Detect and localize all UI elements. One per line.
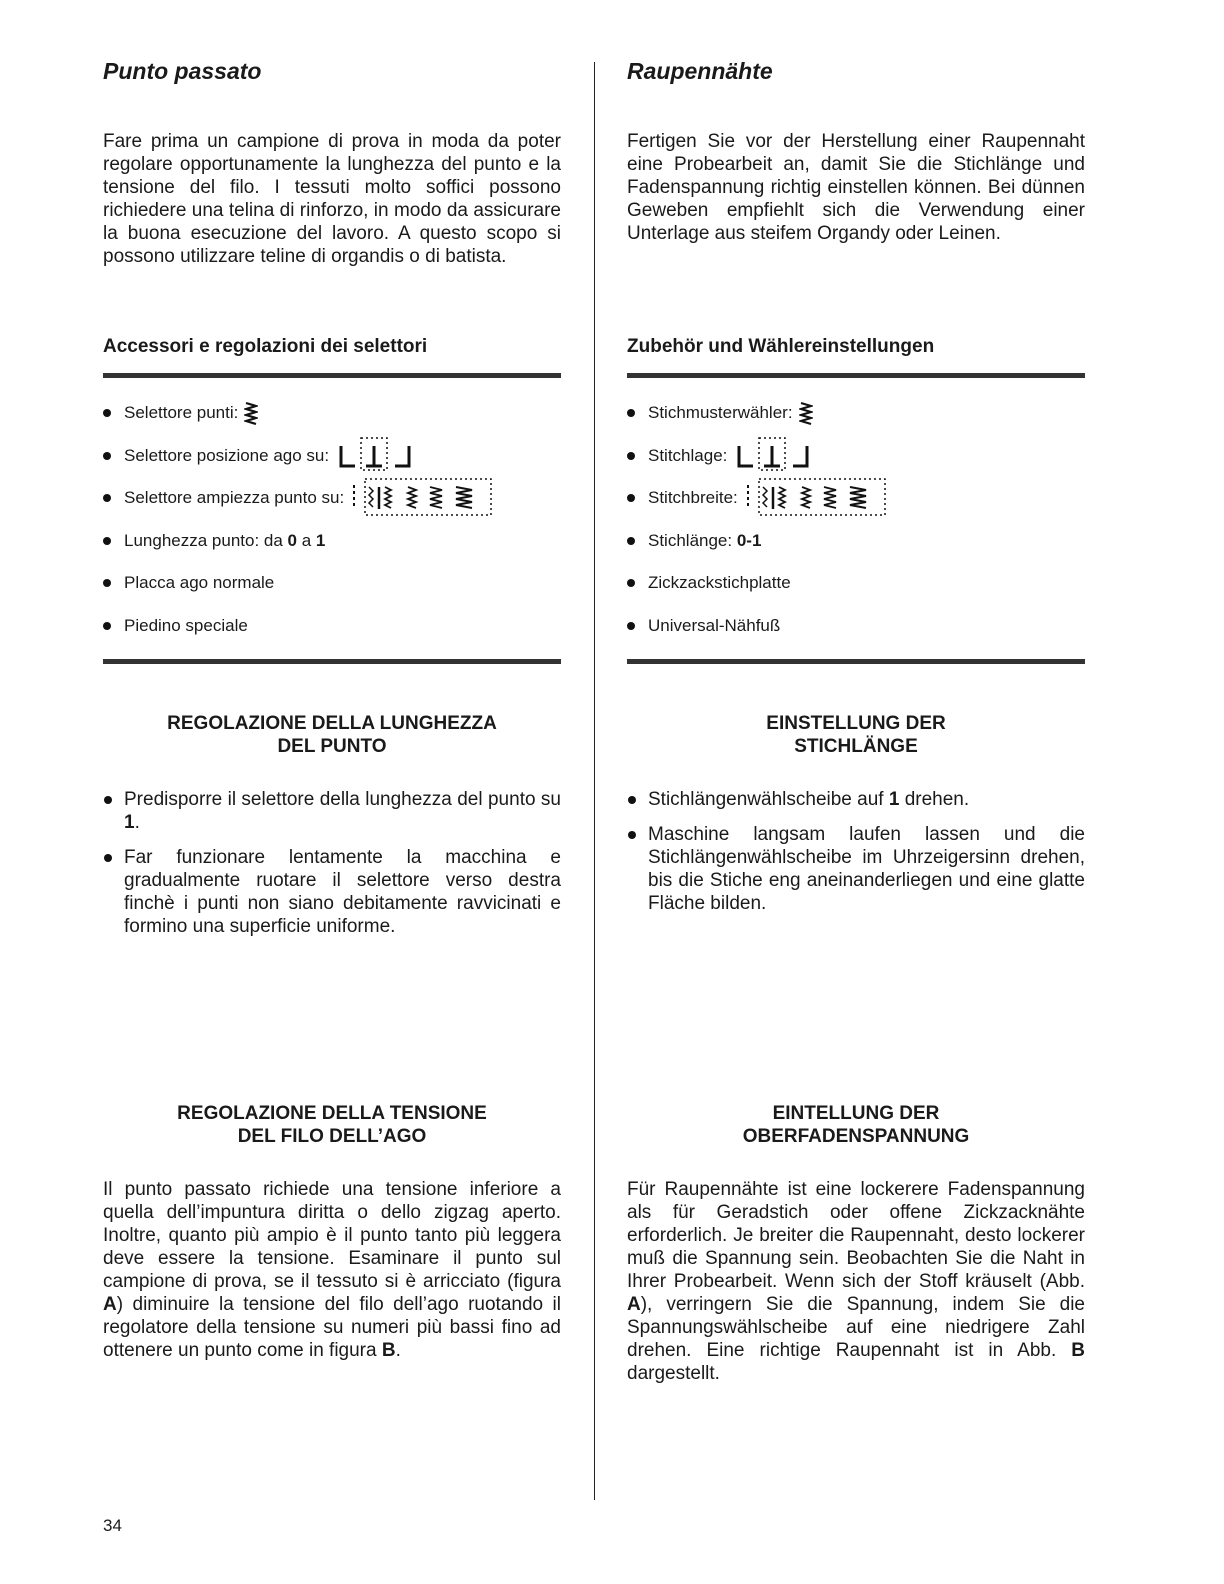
bullet-icon [103,537,111,545]
item-text: Stichlängenwählscheibe auf [648,789,889,810]
para-text: ) diminuire la tensione del filo dell’ago ruotando il regolatore della tensione su numeri più bassi fino ad ottenere un punto come in figura [103,1294,561,1361]
setting-needle-position [627,441,817,471]
length-instructions [627,788,1085,915]
length-section-heading [103,712,561,758]
length-section-heading [627,712,1085,758]
intro-paragraph: Fare prima un campione di prova in moda da poter regolare opportunamente la lunghezza del punto e la tensione del filo. I tessuti molto soffici possono richiedere una telina di rinforzo, in modo da assicurare la buona esecuzione del lavoro. A questo scopo si possono utilizzare teline di organdis o di batista. [103,131,561,267]
label-text: Stichlänge: [648,531,737,550]
bullet-icon [627,579,635,587]
figure-ref-a: A [103,1294,117,1315]
section-title: Punto passato [103,58,262,84]
stitch-width-icon [744,477,889,519]
setting-presser-foot [627,611,780,641]
bullet-icon [627,409,635,417]
setting-label [124,531,325,551]
settings-heading: Accessori e regolazioni dei selettori [103,336,428,357]
item-text: drehen. [899,789,970,810]
list-item [627,788,1085,811]
bottom-rule [103,659,561,664]
heading-line: EINSTELLUNG DER [766,713,946,734]
length-instructions [103,788,561,938]
top-rule [627,373,1085,378]
heading-line: REGOLAZIONE DELLA LUNGHEZZA [167,713,497,734]
bullet-icon [103,579,111,587]
bullet-icon [103,622,111,630]
setting-needle-plate [103,568,274,598]
bullet-icon [103,409,111,417]
satin-stitch-icon [244,400,258,426]
section-title: Raupennähte [627,58,773,84]
heading-line: STICHLÄNGE [794,736,918,757]
tension-paragraph [627,1178,1085,1385]
setting-label: Stitchlage: [648,446,728,465]
item-value: 1 [124,812,135,833]
setting-stitch-length [103,526,325,556]
figure-ref-b: B [381,1340,396,1361]
satin-stitch-icon [799,400,813,426]
item-text: Predisporre il selettore della lunghezza del punto su [124,789,561,810]
setting-label [648,531,761,551]
needle-position-icon [733,436,817,476]
bullet-icon [627,494,635,502]
top-rule [103,373,561,378]
heading-line: REGOLAZIONE DELLA TENSIONE [177,1103,487,1124]
setting-label: Selettore ampiezza punto su: [124,488,345,507]
setting-label: Placca ago normale [124,573,275,592]
value-min: 0 [287,531,297,550]
para-text: Für Raupennähte ist eine lockerere Fadenspannung als für Geradstich oder offene Zickzacknähte erforderlich. Je breiter die Raupennaht, desto lockerer muß die Spannung sein. Beobachten Sie die Naht in Ihrer Probearbeit. Wenn sich der Stoff kräuselt (Abb. [627,1179,1085,1292]
item-text: . [134,812,140,833]
item-value: 1 [888,789,900,810]
heading-line: EINTELLUNG DER [772,1103,940,1124]
needle-position-icon [335,436,419,476]
figure-ref-b: B [1071,1340,1085,1361]
stitch-width-icon [350,477,495,519]
tension-section-heading [627,1102,1085,1148]
tension-section-heading [103,1102,561,1148]
label-text: a [297,531,316,550]
setting-label: Piedino speciale [124,616,248,635]
list-item: Maschine langsam laufen lassen und die Stichlängenwählscheibe im Uhrzeigersinn drehen, bis die Stiche eng aneinanderliegen und eine glatte Fläche bilden. [627,823,1085,915]
setting-presser-foot [103,611,248,641]
figure-ref-a: A [627,1294,641,1315]
para-text: Il punto passato richiede una tensione inferiore a quella dell’impuntura diritta o dello zigzag aperto. Inoltre, quanto più ampio è il punto tanto più leggera deve essere la tensione. Esaminare il punto sul campione di prova, se il tessuto si è arricciato (figura [103,1179,561,1292]
heading-line: DEL FILO DELL’AGO [237,1126,427,1147]
setting-stitch-width [103,483,495,513]
bullet-icon [627,622,635,630]
setting-stitch-selector [103,398,258,428]
setting-stitch-selector [627,398,813,428]
setting-label: Stitchbreite: [648,488,738,507]
heading-line: DEL PUNTO [277,736,387,757]
settings-heading: Zubehör und Wählereinstellungen [627,336,935,357]
list-item: Far funzionare lentamente la macchina e gradualmente ruotare il selettore verso destra finchè i punti non siano debitamente ravvicinati e formino una superficie uniforme. [103,846,561,938]
value-max: 1 [315,531,326,550]
setting-label: Universal-Nähfuß [648,616,781,635]
setting-label: Stichmusterwähler: [648,403,793,422]
setting-stitch-width [627,483,889,513]
label-text: Lunghezza punto: da [124,531,288,550]
para-text: dargestellt. [627,1363,720,1384]
bullet-icon [627,537,635,545]
bullet-icon [103,452,111,460]
value-range: 0-1 [736,531,762,550]
setting-label: Selettore posizione ago su: [124,446,330,465]
para-text: . [395,1340,401,1361]
setting-label: Zickzackstichplatte [648,573,791,592]
setting-label: Selettore punti: [124,403,239,422]
bullet-icon [103,494,111,502]
setting-needle-plate [627,568,791,598]
setting-needle-position [103,441,419,471]
list-item [103,788,561,834]
page-number: 34 [103,1516,122,1535]
intro-paragraph: Fertigen Sie vor der Herstellung einer Raupennaht eine Probearbeit an, damit Sie die Stichlänge und Fadenspannung richtig einstellen können. Bei dünnen Geweben empfiehlt sich die Verwendung einer Unterlage aus steifem Organdy oder Leinen. [627,131,1085,244]
para-text: ), verringern Sie die Spannung, indem Sie die Spannungswählscheibe auf eine niedrigere Zahl drehen. Eine richtige Raupennaht ist in Abb. [627,1294,1085,1361]
setting-stitch-length [627,526,761,556]
heading-line: OBERFADENSPANNUNG [742,1126,970,1147]
tension-paragraph [103,1178,561,1362]
bottom-rule [627,659,1085,664]
column-divider [594,62,595,1500]
bullet-icon [627,452,635,460]
